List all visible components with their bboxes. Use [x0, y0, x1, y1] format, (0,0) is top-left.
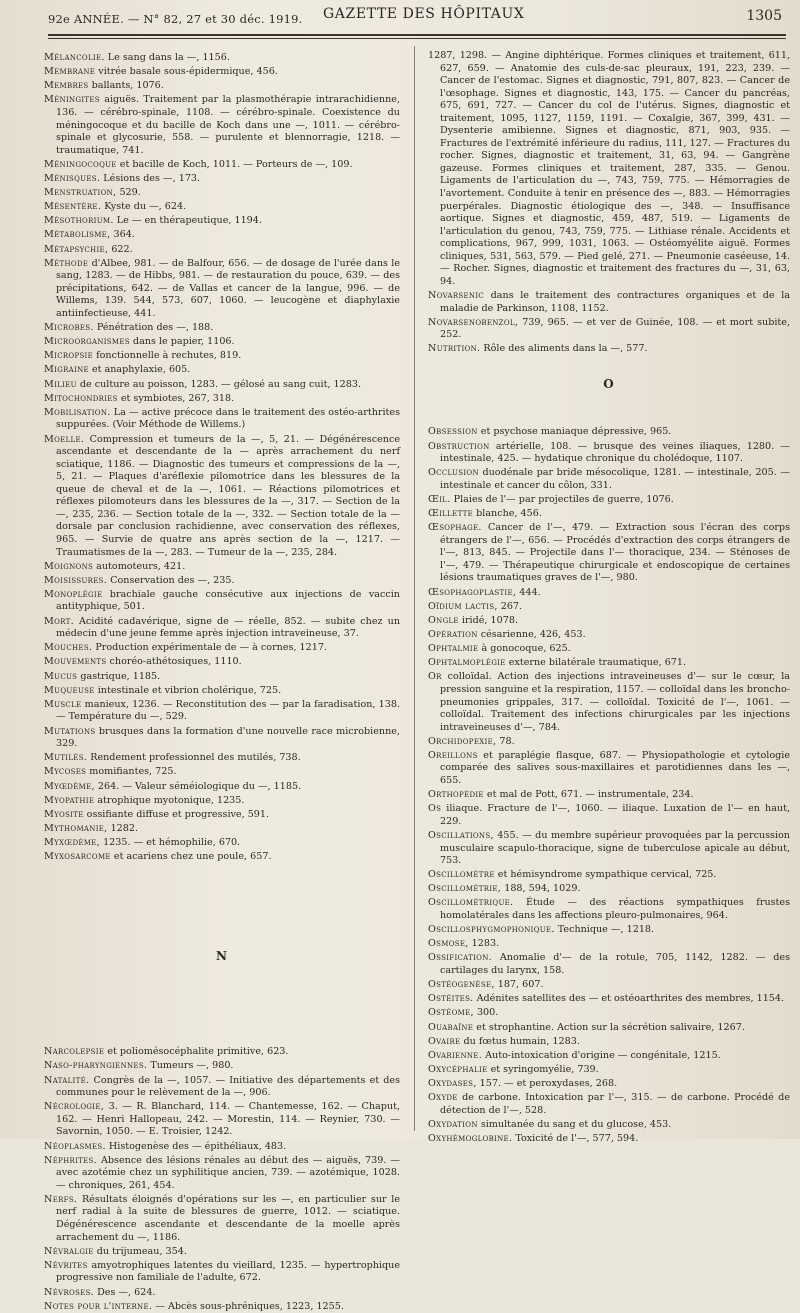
entry-text: 267.: [497, 600, 523, 612]
entry-keyword: Myopathie: [44, 794, 95, 806]
index-entry: [428, 924, 790, 937]
entry-text: Conservation des —, 235.: [107, 574, 235, 586]
page-header: [48, 6, 782, 36]
entry-text: brusques dans la formation d'une nouvelle race microbienne, 329.: [56, 725, 400, 750]
entry-keyword: Microbes.: [44, 322, 94, 334]
entry-text: 188, 594, 1029.: [501, 883, 581, 895]
index-entry: [428, 522, 790, 585]
index-entry: [44, 642, 400, 655]
entry-keyword: Ophtalmie: [428, 643, 479, 655]
index-section-m: [44, 52, 400, 864]
entry-text: Tumeurs —, 980.: [147, 1060, 234, 1072]
index-entry: [428, 1036, 790, 1049]
entry-text: d'Albee, 981. — de Balfour, 656. — de dosage de l'urée dans le sang, 1283. — de Hibbs, 981. — de restauration du pouce, 639. — des précipitations, 642. — de Vallas et cancer de la langue, 996. — de Willems, 139. 544, 573, 607, 1060. — leucogène et diaphylaxie antiinfectieuse, 441.: [56, 257, 400, 319]
index-entry: [428, 789, 790, 802]
entry-text: — Abcès sous-phréniques, 1223, 1255.: [152, 1300, 344, 1312]
index-entry: [428, 629, 790, 642]
index-entry: [428, 587, 790, 600]
index-entry: [44, 379, 400, 392]
entry-text: Pénétration des —, 188.: [93, 322, 214, 334]
entry-text: La — active précoce dans le traitement des ostéo-arthrites suppurées. (Voir Méthode de Willems.): [56, 406, 400, 431]
entry-text: intestinale et vibrion cholérique, 725.: [94, 684, 282, 696]
right-column: [428, 50, 790, 1145]
index-entry: [44, 561, 400, 574]
index-entry: [428, 426, 790, 439]
entry-text: simultanée du sang et du glucose, 453.: [477, 1118, 672, 1130]
entry-keyword: Ovaire: [428, 1035, 461, 1047]
entry-text: Production expérimentale de — à cornes, 1217.: [92, 642, 328, 654]
index-entry: [44, 726, 400, 751]
index-entry: [44, 685, 400, 698]
index-entry: [44, 837, 400, 850]
index-entry: [44, 1141, 400, 1154]
index-entry: [428, 1050, 790, 1063]
entry-keyword: Oxydases,: [428, 1078, 477, 1090]
index-entry: [428, 803, 790, 828]
entry-keyword: Menstruation,: [44, 187, 117, 199]
entry-keyword: Obsession: [428, 426, 478, 438]
entry-text: Le sang dans la —, 1156.: [104, 52, 230, 63]
index-entry: [428, 979, 790, 992]
index-entry: [428, 508, 790, 521]
index-entry: [428, 467, 790, 492]
entry-keyword: Natalité.: [44, 1074, 90, 1086]
entry-text: 622.: [108, 243, 133, 255]
entry-text: Le — en thérapeutique, 1194.: [113, 215, 262, 227]
entry-keyword: Microorganismes: [44, 336, 130, 348]
index-entry: [44, 823, 400, 836]
page-number: 1305: [746, 8, 782, 24]
entry-text: 1283.: [468, 938, 500, 950]
entry-keyword: Occlusion: [428, 467, 479, 479]
entry-text: à gonocoque, 625.: [478, 643, 571, 655]
entry-keyword: Moisissures.: [44, 574, 108, 586]
entry-keyword: Névroses.: [44, 1286, 95, 1298]
entry-keyword: Mutations: [44, 725, 96, 737]
entry-keyword: Oxycéphalie: [428, 1063, 488, 1075]
entry-text: et psychose maniaque dépressive, 965.: [477, 426, 672, 438]
index-entry: [44, 94, 400, 157]
entry-keyword: Ophtalmoplégie: [428, 657, 506, 669]
entry-keyword: Naso-pharyngiennes.: [44, 1060, 148, 1072]
index-entry: [428, 1092, 790, 1117]
entry-text: 529.: [116, 187, 141, 199]
index-entry: [428, 750, 790, 788]
section-heading-n: N: [216, 948, 228, 963]
entry-text: 1282.: [107, 822, 139, 834]
index-entry: [428, 1007, 790, 1020]
index-entry: [44, 52, 400, 65]
entry-text: 157. — et peroxydases, 268.: [476, 1078, 618, 1090]
entry-keyword: Ouabaïne: [428, 1021, 474, 1033]
index-entry: [44, 1155, 400, 1193]
index-entry: [428, 494, 790, 507]
entry-keyword: Migraine: [44, 364, 89, 376]
entry-text: vitrée basale sous-épidermique, 456.: [95, 66, 278, 78]
section-heading-o: O: [603, 376, 615, 391]
index-entry: [428, 1022, 790, 1035]
entry-keyword: Nécrologie,: [44, 1101, 105, 1113]
index-entry: [428, 290, 790, 315]
entry-keyword: Notes pour l'interne.: [44, 1300, 153, 1312]
index-entry: [44, 575, 400, 588]
entry-text: et acariens chez une poule, 657.: [110, 851, 272, 863]
entry-keyword: Méningocoque: [44, 158, 117, 170]
entry-keyword: Osmose,: [428, 938, 469, 950]
entry-keyword: Œsophage.: [428, 522, 482, 534]
entry-keyword: Milieu: [44, 378, 77, 390]
entry-text: automoteurs, 421.: [93, 560, 186, 572]
entry-text: Des —, 624.: [94, 1286, 156, 1298]
entry-keyword: Mobilisation.: [44, 406, 111, 418]
entry-text: 3. — R. Blanchard, 114. — Chantemesse, 162. — Chaput, 162. — Henri Hallopeau, 242. — Morestin, 114. — Reynier, 730. — Savornin, 1050. — E. Troisier, 1242.: [56, 1101, 400, 1138]
entry-text: 455. — du membre supérieur provoquées par la percussion musculaire scapulo-thoracique, signe de tuberculose apicale au début, 753.: [440, 829, 790, 867]
entry-keyword: Obstruction: [428, 440, 490, 452]
index-entry: [44, 766, 400, 779]
journal-title: GAZETTE DES HÔPITAUX: [323, 6, 525, 22]
entry-keyword: Oxyhémoglobine.: [428, 1133, 513, 1145]
entry-keyword: Métapsychie,: [44, 243, 109, 255]
entry-text: fonctionnelle à rechutes, 819.: [93, 350, 242, 362]
index-entry: [428, 601, 790, 614]
index-entry: [44, 752, 400, 765]
entry-text: atrophique myotonique, 1235.: [94, 794, 245, 806]
entry-keyword: Narcolepsie: [44, 1046, 105, 1058]
entry-text: ossifiante diffuse et progressive, 591.: [83, 808, 270, 820]
entry-text: Toxicité de l'—, 577, 594.: [512, 1133, 639, 1145]
index-entry: [428, 317, 790, 342]
index-entry: [44, 1075, 400, 1100]
index-entry: [428, 952, 790, 977]
entry-text: Cancer de l'—, 479. — Extraction sous l'écran des corps étrangers de l'—, 656. — Procédés d'extraction des corps étrangers de l'—, 813, 845. — Projectile dans l'— thoracique, 234. — Sténoses de l'—, 479. — Thérapeutique chirurgicale et endoscopique de certaines lésions traumatiques graves de l'—, 980.: [440, 522, 790, 584]
entry-keyword: Orchidopexie,: [428, 735, 497, 747]
entry-text: et symbiotes, 267, 318.: [117, 392, 235, 404]
entry-keyword: Membres: [44, 80, 89, 92]
entry-text: Compression et tumeurs de la —, 5, 21. — Dégénérescence ascendante et descendante de la — après arrachement du nerf sciatique, 1186. — Diagnostic des tumeurs et compressions de la —, 5, 21. — Plaques d'aréflexie pilomotrice dans les blessures de la queue de cheval et de la —, 1061. — Réactions pilomotrices et réflexes pilomoteurs dans les blessures de la —, 317. — Section de la —, 235, 236. — Section totale de la —, 332. — Section totale de la — dorsale par conclusion rachidienne, avec conservation des réflexes, 965. — Survie de quatre ans après section de la —, 1217. — Traumatismes de la —, 283. — Tumeur de la —, 235, 284.: [56, 433, 400, 558]
index-entry: [44, 364, 400, 377]
entry-text: et syringomyélie, 739.: [487, 1063, 599, 1075]
entry-keyword: Mort.: [44, 615, 74, 627]
entry-text: et mal de Pott, 671. — instrumentale, 234.: [483, 789, 694, 801]
entry-keyword: Nutrition.: [428, 343, 481, 355]
entry-text: artérielle, 108. — brusque des veines iliaques, 1280. — intestinale, 425. — hydatique chronique du cholédoque, 1107.: [440, 440, 790, 465]
entry-keyword: Névrites: [44, 1259, 88, 1271]
entry-keyword: Néphrites.: [44, 1154, 97, 1166]
entry-text: iliaque. Fracture de l'—, 1060. — iliaque. Luxation de l'— en haut, 229.: [440, 803, 790, 827]
entry-keyword: Or: [428, 671, 442, 683]
index-entry: [44, 795, 400, 808]
entry-text: et poliomésocéphalite primitive, 623.: [104, 1046, 289, 1058]
index-entry: [428, 50, 790, 288]
column-divider: [414, 46, 415, 1131]
index-entry: [44, 699, 400, 724]
index-entry: [44, 66, 400, 79]
entry-keyword: Oscillosphygmophonique.: [428, 924, 555, 936]
entry-keyword: Os: [428, 803, 442, 815]
entry-text: Kyste du —, 624.: [101, 201, 187, 213]
entry-text: du fœtus humain, 1283.: [460, 1035, 580, 1047]
entry-text: 264. — Valeur séméiologique du —, 1185.: [94, 780, 302, 792]
entry-text: 1235. — et hémophilie, 670.: [100, 837, 241, 849]
index-entry: [428, 897, 790, 922]
index-entry: [428, 869, 790, 882]
entry-text: de culture au poisson, 1283. — gélosé au sang cuit, 1283.: [76, 378, 362, 390]
entry-keyword: Myœdème,: [44, 780, 95, 792]
index-entry: [44, 393, 400, 406]
entry-keyword: Ostéogenèse,: [428, 979, 495, 991]
entry-keyword: Ossification.: [428, 952, 492, 964]
entry-text: et hémisyndrome sympathique cervical, 725.: [494, 869, 717, 881]
left-column: [44, 52, 400, 1312]
entry-keyword: Myxosarcome: [44, 851, 111, 863]
entry-text: Adénites satellites des — et ostéoarthrites des membres, 1154.: [473, 993, 785, 1005]
entry-text: 444.: [516, 586, 541, 598]
index-entry: [44, 1046, 400, 1059]
entry-keyword: Ostéome,: [428, 1007, 474, 1019]
entry-text: 78.: [496, 735, 515, 747]
entry-keyword: Membrane: [44, 66, 96, 78]
entry-text: et paraplégie flasque, 687. — Physiopathologie et cytologie comparée des salives sous-maxillaires et parotidiennes dans les —, 655.: [440, 749, 790, 786]
entry-text: duodénale par bride mésocolique, 1281. — intestinale, 205. — intestinale et cancer du côlon, 331.: [440, 467, 790, 491]
index-entry: [44, 215, 400, 228]
entry-keyword: Méthode: [44, 257, 89, 269]
entry-keyword: Monoplégie: [44, 588, 103, 600]
entry-text: césarienne, 426, 453.: [477, 629, 586, 640]
entry-text: du trijumeau, 354.: [93, 1245, 187, 1257]
index-entry: [428, 1064, 790, 1077]
entry-keyword: Oxydation: [428, 1118, 478, 1130]
index-section-n-continued: [428, 50, 790, 356]
index-entry: [44, 1287, 400, 1300]
entry-keyword: Mucus: [44, 670, 78, 682]
index-entry: [44, 350, 400, 363]
entry-keyword: Oxyde: [428, 1092, 458, 1104]
index-section-o: [428, 426, 790, 1145]
index-entry: [44, 1060, 400, 1073]
entry-text: Plaies de l'— par projectiles de guerre, 1076.: [450, 493, 674, 505]
entry-text: Acidité cadavérique, signe de — réelle, 852. — subite chez un médecin d'une jeune femme après injection intraveineuse, 37.: [56, 615, 400, 640]
entry-keyword: Nerfs.: [44, 1193, 78, 1205]
entry-keyword: Mésothorium.: [44, 215, 114, 227]
entry-keyword: Œil.: [428, 493, 451, 505]
index-entry: [428, 938, 790, 951]
entry-keyword: Moignons: [44, 560, 94, 572]
entry-text: externe bilatérale traumatique, 671.: [505, 657, 687, 669]
index-entry: [428, 643, 790, 656]
index-entry: [428, 883, 790, 896]
entry-keyword: Oscillométrie,: [428, 883, 502, 895]
index-entry: [44, 656, 400, 669]
entry-keyword: Novarsenic: [428, 289, 485, 301]
entry-text: Lésions des —, 173.: [100, 172, 201, 184]
entry-keyword: Mésentère.: [44, 201, 102, 213]
entry-keyword: Mouvements: [44, 656, 107, 668]
entry-text: amyotrophiques latentes du vieillard, 1235. — hypertrophique progressive non familiale de l'adulte, 672.: [56, 1259, 400, 1284]
index-entry: [428, 1133, 790, 1146]
entry-keyword: Ovarienne.: [428, 1049, 483, 1061]
index-entry: [44, 434, 400, 559]
index-entry: [44, 1246, 400, 1259]
entry-keyword: Moelle.: [44, 433, 85, 445]
index-entry: [44, 809, 400, 822]
index-entry: [44, 322, 400, 335]
index-entry: [428, 1119, 790, 1132]
header-rule-thin: [48, 38, 786, 39]
entry-keyword: Muqueuse: [44, 684, 95, 696]
entry-text: Absence des lésions rénales au début des — aiguës, 739. — avec azotémie chez un syphilitique ancien, 739. — azotémique, 1028. — chroniques, 261, 454.: [56, 1154, 400, 1191]
entry-text: Histogenèse des — épithéliaux, 483.: [105, 1140, 287, 1152]
index-entry: [44, 1260, 400, 1285]
entry-text: Rôle des aliments dans la —, 577.: [480, 343, 648, 355]
entry-keyword: Oreillons: [428, 749, 478, 761]
entry-keyword: Mycoses: [44, 766, 87, 778]
index-entry: [44, 173, 400, 186]
entry-text: 300.: [473, 1007, 499, 1019]
entry-keyword: Mélancolie.: [44, 52, 105, 63]
index-entry: [44, 159, 400, 172]
entry-keyword: Mitochondries: [44, 392, 118, 404]
entry-text: 1287, 1298. — Angine diphtérique. Formes cliniques et traitement, 611, 627, 659. — Anatomie des culs-de-sac pleuraux, 191, 223, 239. — Cancer de l'estomac. Signes et diagnostic, 791, 807, 823. — Cancer de l'œsophage. Signes et diagnostic, 143, 175. — Cancer du pancréas, 675, 691, 727. — Cancer du col de l'utérus. Signes, diagnostic et traitement, 1095, 1127, 1159, 1191. — Coxalgie, 367, 399, 431. — Dysenterie amibienne. Signes et diagnostic, 871, 903, 935. — Fractures de l'extrémité inférieure du radius, 111, 127. — Fractures du rocher. Signes, diagnostic et traitement, 31, 63, 94. — Gangrène gazeuse. Formes cliniques et traitement, 287, 335. — Genou. Ligaments de l'articulation du —, 743, 759, 775. — Hémorragies de l'avortement. Conduite à tenir en présence des —, 883. — Hémorragies puerpérales. Diagnostic étiologique des —, 348. — Insuffisance aortique. Signes et diagnostic, 459, 487, 519. — Ligaments de l'articulation du genou, 743, 759, 775. — Lithiase rénale. Accidents et complications, 967, 999, 1031, 1063. — Ostéomyélite aiguë. Formes cliniques, 531, 563, 579. — Pied gelé, 271. — Pneumonie caséeuse, 14. — Rocher. Signes, diagnostic et traitement des fractures du —, 31, 63, 94.: [428, 50, 790, 287]
entry-keyword: Orthopédie: [428, 789, 484, 801]
index-entry: [44, 1101, 400, 1139]
entry-keyword: Myxœdème,: [44, 837, 101, 849]
entry-text: ballants, 1076.: [88, 80, 164, 92]
index-entry: [44, 336, 400, 349]
entry-keyword: Ménisques.: [44, 172, 101, 184]
entry-text: et strophantine. Action sur la sécrétion salivaire, 1267.: [473, 1021, 745, 1033]
entry-keyword: Opération: [428, 629, 478, 640]
entry-text: et bacille de Koch, 1011. — Porteurs de —, 109.: [116, 158, 353, 170]
entry-text: 739, 965. — et ver de Guinée, 108. — et mort subite, 252.: [440, 316, 790, 341]
index-entry: [428, 671, 790, 734]
entry-text: dans le traitement des contractures organiques et de la maladie de Parkinson, 1108, 1152.: [440, 289, 790, 314]
index-entry: [44, 781, 400, 794]
entry-keyword: Métabolisme,: [44, 229, 111, 241]
index-entry: [44, 1194, 400, 1244]
index-entry: [44, 671, 400, 684]
index-entry: [44, 187, 400, 200]
entry-keyword: Oscillations,: [428, 829, 494, 841]
index-entry: [44, 258, 400, 321]
entry-text: gastrique, 1185.: [77, 670, 161, 682]
index-entry: [44, 851, 400, 864]
entry-keyword: Myosite: [44, 808, 84, 820]
entry-text: colloïdal. Action des injections intraveineuses d'— sur le cœur, la pression sanguine et la respiration, 1157. — colloïdal dans les broncho-pneumonies grippales, 317. — colloïdal. Toxicité de l'—, 1061. — colloïdal. Traitement des infections chirurgicales par les injections intraveineuses d'—, 784.: [440, 671, 790, 733]
entry-keyword: Mythomanie,: [44, 822, 108, 834]
index-entry: [44, 589, 400, 614]
entry-text: Auto-intoxication d'origine — congénitale, 1215.: [482, 1049, 721, 1061]
entry-text: Rendement professionnel des mutilés, 738.: [87, 752, 301, 764]
entry-keyword: Micropsie: [44, 350, 94, 362]
entry-text: brachiale gauche consécutive aux injections de vaccin antityphique, 501.: [56, 588, 400, 613]
entry-keyword: Ostéites.: [428, 993, 474, 1005]
entry-keyword: Névralgie: [44, 1245, 94, 1257]
index-section-n: [44, 1046, 400, 1313]
entry-keyword: Œillette: [428, 508, 474, 520]
entry-text: 364.: [110, 229, 135, 241]
entry-keyword: Novarsenobenzol,: [428, 316, 519, 328]
entry-text: Anomalie d'— de la rotule, 705, 1142, 1282. — des cartilages du larynx, 158.: [440, 952, 790, 976]
entry-text: aiguës. Traitement par la plasmothérapie intrarachidienne, 136. — cérébro-spinale, 1108. — cérébro-spinale. Coexistence du méningocoque et du bacille de Koch dans une —, 1011. — cérébro-spinale et glycosurie, 558. — purulente et blennorragie, 1218. — traumatique, 741.: [56, 94, 400, 156]
header-rule: [48, 34, 786, 36]
entry-keyword: Oïdium lactis,: [428, 600, 498, 612]
index-entry: [428, 993, 790, 1006]
entry-text: dans le papier, 1106.: [129, 336, 235, 348]
entry-keyword: Oscillomètre: [428, 869, 495, 881]
entry-text: manieux, 1236. — Reconstitution des — par la faradisation, 138. — Température du —, 529.: [56, 698, 400, 723]
issue-info: 92e ANNÉE. — N° 82, 27 et 30 déc. 1919.: [48, 12, 303, 26]
index-entry: [428, 441, 790, 466]
entry-keyword: Oscillométrique.: [428, 897, 514, 909]
entry-text: Congrès de la —, 1057. — Initiative des départements et des communes pour le relèvement de la —, 906.: [56, 1074, 400, 1099]
entry-text: Étude — des réactions sympathiques frustes homolatérales dans les affections pleuro-pulmonaires, 964.: [440, 897, 790, 922]
index-entry: [44, 201, 400, 214]
entry-keyword: Muscle: [44, 698, 82, 710]
index-entry: [44, 407, 400, 432]
index-entry: [44, 616, 400, 641]
entry-keyword: Néoplasmes.: [44, 1140, 106, 1152]
index-entry: [428, 615, 790, 628]
entry-keyword: Œsophagoplastie,: [428, 586, 517, 598]
entry-text: choréo-athétosiques, 1110.: [106, 656, 242, 668]
entry-keyword: Mouches.: [44, 642, 93, 654]
index-entry: [428, 830, 790, 868]
entry-text: Résultats éloignés d'opérations sur les —, en particulier sur le nerf radial à la suite de blessures de guerre, 1012. — sciatique. Dégénérescence ascendante et descendante de la moelle après arrachement du —, 1186.: [56, 1193, 400, 1243]
index-entry: [428, 736, 790, 749]
entry-text: de carbone. Intoxication par l'—, 315. — de carbone. Procédé de détection de l'—, 528.: [440, 1092, 790, 1116]
entry-keyword: Ongle: [428, 614, 459, 626]
entry-keyword: Méningites: [44, 94, 100, 106]
index-entry: [44, 80, 400, 93]
entry-text: momifiantes, 725.: [86, 766, 177, 778]
entry-text: iridé, 1078.: [458, 614, 518, 626]
index-entry: [428, 1078, 790, 1091]
index-entry: [428, 343, 790, 356]
entry-text: et anaphylaxie, 605.: [88, 364, 191, 376]
entry-keyword: Mutilés.: [44, 752, 88, 764]
index-entry: [44, 244, 400, 257]
entry-text: Technique —, 1218.: [554, 924, 655, 936]
index-entry: [44, 229, 400, 242]
index-entry: [44, 1301, 400, 1313]
entry-text: 187, 607.: [494, 979, 544, 991]
index-entry: [428, 657, 790, 670]
entry-text: blanche, 456.: [473, 508, 542, 520]
